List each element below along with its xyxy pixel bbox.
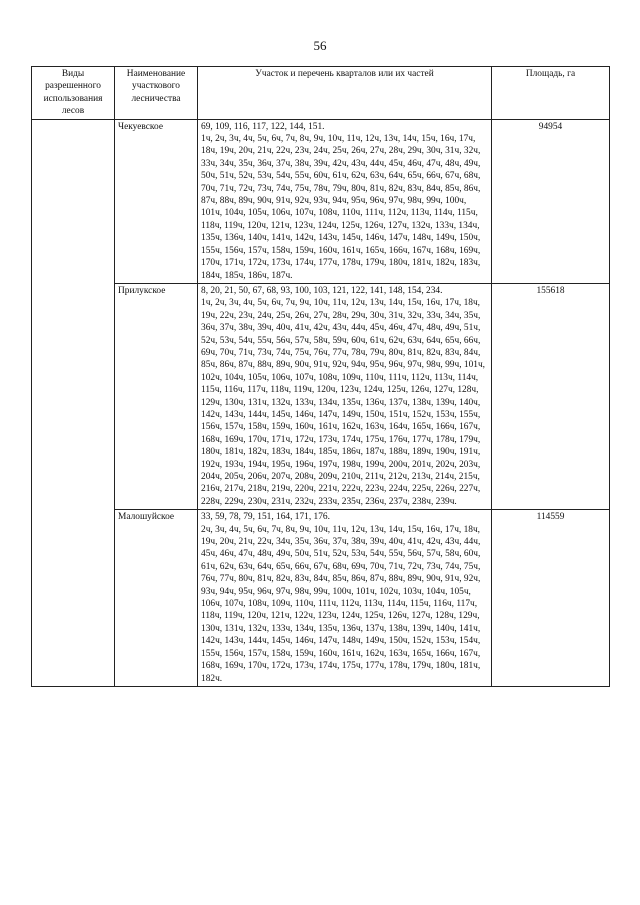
table-row bbox=[32, 283, 610, 509]
partial-quarters-list: 1ч, 2ч, 3ч, 4ч, 5ч, 6ч, 7ч, 8ч, 9ч, 10ч, 11ч, 12ч, 13ч, 14ч, 15ч, 16ч, 17ч, 18ч, 19ч, 20ч, 21ч, 22ч, 23ч, 24ч, 25ч, 26ч, 27ч, 28ч, 29ч, 30ч, 31ч, 32ч, 33ч, 34ч, 35ч, 36ч, 37ч, 38ч, 39ч, 42ч, 43ч, 44ч, 45ч, 46ч, 47ч, 48ч, 49ч, 50ч, 51ч, 52ч, 53ч, 54ч, 55ч, 60ч, 61ч, 62ч, 63ч, 64ч, 65ч, 66ч, 67ч, 68ч, 70ч, 71ч, 72ч, 73ч, 74ч, 75ч, 78ч, 79ч, 80ч, 81ч, 82ч, 83ч, 84ч, 85ч, 86ч, 87ч, 88ч, 89ч, 90ч, 91ч, 92ч, 93ч, 94ч, 95ч, 96ч, 97ч, 98ч, 99ч, 100ч, 101ч, 104ч, 105ч, 106ч, 107ч, 108ч, 110ч, 111ч, 112ч, 113ч, 114ч, 115ч, 118ч, 119ч, 120ч, 121ч, 123ч, 124ч, 125ч, 126ч, 127ч, 132ч, 133ч, 134ч, 135ч, 136ч, 140ч, 141ч, 142ч, 143ч, 145ч, 146ч, 147ч, 148ч, 149ч, 150ч, 155ч, 156ч, 157ч, 158ч, 159ч, 160ч, 161ч, 165ч, 166ч, 167ч, 168ч, 169ч, 170ч, 171ч, 172ч, 173ч, 174ч, 177ч, 178ч, 179ч, 180ч, 181ч, 182ч, 183ч, 184ч, 185ч, 186ч, 187ч. bbox=[201, 134, 481, 281]
area-cell: 155618 bbox=[492, 283, 610, 509]
quarters-cell bbox=[198, 510, 492, 687]
header-quarters-list: Участок и перечень кварталов или их частей bbox=[198, 67, 492, 120]
table-header-row bbox=[32, 67, 610, 120]
full-quarters-list: 33, 59, 78, 79, 151, 164, 171, 176. bbox=[201, 512, 330, 523]
forestry-table bbox=[31, 66, 610, 687]
usage-type-cell bbox=[32, 119, 115, 686]
partial-quarters-list: 1ч, 2ч, 3ч, 4ч, 5ч, 6ч, 7ч, 9ч, 10ч, 11ч, 12ч, 13ч, 14ч, 15ч, 16ч, 17ч, 18ч, 19ч, 22ч, 23ч, 24ч, 25ч, 26ч, 27ч, 28ч, 29ч, 30ч, 31ч, 32ч, 33ч, 34ч, 35ч, 36ч, 37ч, 38ч, 39ч, 40ч, 41ч, 42ч, 43ч, 44ч, 45ч, 46ч, 47ч, 48ч, 49ч, 51ч, 52ч, 53ч, 54ч, 55ч, 56ч, 57ч, 58ч, 59ч, 60ч, 61ч, 62ч, 63ч, 64ч, 65ч, 66ч, 69ч, 70ч, 71ч, 73ч, 74ч, 75ч, 76ч, 77ч, 78ч, 79ч, 80ч, 81ч, 82ч, 83ч, 84ч, 85ч, 86ч, 87ч, 88ч, 89ч, 90ч, 91ч, 92ч, 94ч, 95ч, 96ч, 97ч, 98ч, 99ч, 101ч, 102ч, 104ч, 105ч, 106ч, 107ч, 108ч, 109ч, 110ч, 111ч, 112ч, 113ч, 114ч, 115ч, 116ч, 117ч, 118ч, 119ч, 120ч, 123ч, 124ч, 125ч, 126ч, 127ч, 128ч, 129ч, 130ч, 131ч, 132ч, 133ч, 134ч, 135ч, 136ч, 137ч, 138ч, 139ч, 140ч, 142ч, 143ч, 144ч, 145ч, 146ч, 147ч, 149ч, 150ч, 151ч, 152ч, 153ч, 155ч, 156ч, 157ч, 158ч, 159ч, 160ч, 161ч, 162ч, 163ч, 164ч, 165ч, 166ч, 167ч, 168ч, 169ч, 170ч, 171ч, 172ч, 173ч, 174ч, 175ч, 176ч, 177ч, 178ч, 179ч, 180ч, 181ч, 182ч, 183ч, 184ч, 185ч, 186ч, 187ч, 188ч, 189ч, 190ч, 191ч, 192ч, 193ч, 194ч, 195ч, 196ч, 197ч, 198ч, 199ч, 200ч, 201ч, 202ч, 203ч, 204ч, 205ч, 206ч, 207ч, 208ч, 209ч, 210ч, 211ч, 212ч, 213ч, 214ч, 215ч, 216ч, 217ч, 218ч, 219ч, 220ч, 221ч, 222ч, 223ч, 224ч, 225ч, 226ч, 227ч, 228ч, 229ч, 230ч, 231ч, 232ч, 233ч, 235ч, 236ч, 237ч, 238ч, 239ч. bbox=[201, 298, 486, 507]
quarters-cell bbox=[198, 119, 492, 283]
table-row bbox=[32, 119, 610, 283]
partial-quarters-list: 2ч, 3ч, 4ч, 5ч, 6ч, 7ч, 8ч, 9ч, 10ч, 11ч, 12ч, 13ч, 14ч, 15ч, 16ч, 17ч, 18ч, 19ч, 20ч, 21ч, 22ч, 34ч, 35ч, 36ч, 37ч, 38ч, 39ч, 40ч, 41ч, 42ч, 43ч, 44ч, 45ч, 46ч, 47ч, 48ч, 49ч, 50ч, 51ч, 52ч, 53ч, 54ч, 55ч, 56ч, 57ч, 58ч, 60ч, 61ч, 62ч, 63ч, 64ч, 65ч, 66ч, 67ч, 68ч, 69ч, 70ч, 71ч, 72ч, 73ч, 74ч, 75ч, 76ч, 77ч, 80ч, 81ч, 82ч, 83ч, 84ч, 85ч, 86ч, 87ч, 88ч, 89ч, 90ч, 91ч, 92ч, 93ч, 94ч, 95ч, 96ч, 97ч, 98ч, 99ч, 100ч, 101ч, 102ч, 103ч, 104ч, 105ч, 106ч, 107ч, 108ч, 109ч, 110ч, 111ч, 112ч, 113ч, 114ч, 115ч, 116ч, 117ч, 118ч, 119ч, 120ч, 121ч, 122ч, 123ч, 124ч, 125ч, 126ч, 127ч, 128ч, 129ч, 130ч, 131ч, 132ч, 133ч, 134ч, 135ч, 136ч, 137ч, 138ч, 139ч, 140ч, 141ч, 142ч, 143ч, 144ч, 145ч, 146ч, 147ч, 148ч, 149ч, 150ч, 152ч, 153ч, 154ч, 155ч, 156ч, 157ч, 158ч, 159ч, 160ч, 161ч, 162ч, 163ч, 165ч, 166ч, 167ч, 168ч, 169ч, 170ч, 172ч, 173ч, 174ч, 175ч, 177ч, 178ч, 179ч, 180ч, 181ч, 182ч. bbox=[201, 524, 481, 684]
header-forestry-name: Наименование участкового лесничества bbox=[115, 67, 198, 120]
forestry-name-cell: Чекуевское bbox=[115, 119, 198, 283]
forestry-name-cell: Малошуйское bbox=[115, 510, 198, 687]
full-quarters-list: 69, 109, 116, 117, 122, 144, 151. bbox=[201, 121, 325, 132]
full-quarters-list: 8, 20, 21, 50, 67, 68, 93, 100, 103, 121, 122, 141, 148, 154, 234. bbox=[201, 285, 443, 296]
header-usage-type: Виды разрешенного использования лесов bbox=[32, 67, 115, 120]
area-cell: 94954 bbox=[492, 119, 610, 283]
table-row bbox=[32, 510, 610, 687]
forestry-name-cell: Прилукское bbox=[115, 283, 198, 509]
page-number: 56 bbox=[313, 38, 327, 53]
area-cell: 114559 bbox=[492, 510, 610, 687]
header-area-ha: Площадь, га bbox=[492, 67, 610, 120]
quarters-cell bbox=[198, 283, 492, 509]
